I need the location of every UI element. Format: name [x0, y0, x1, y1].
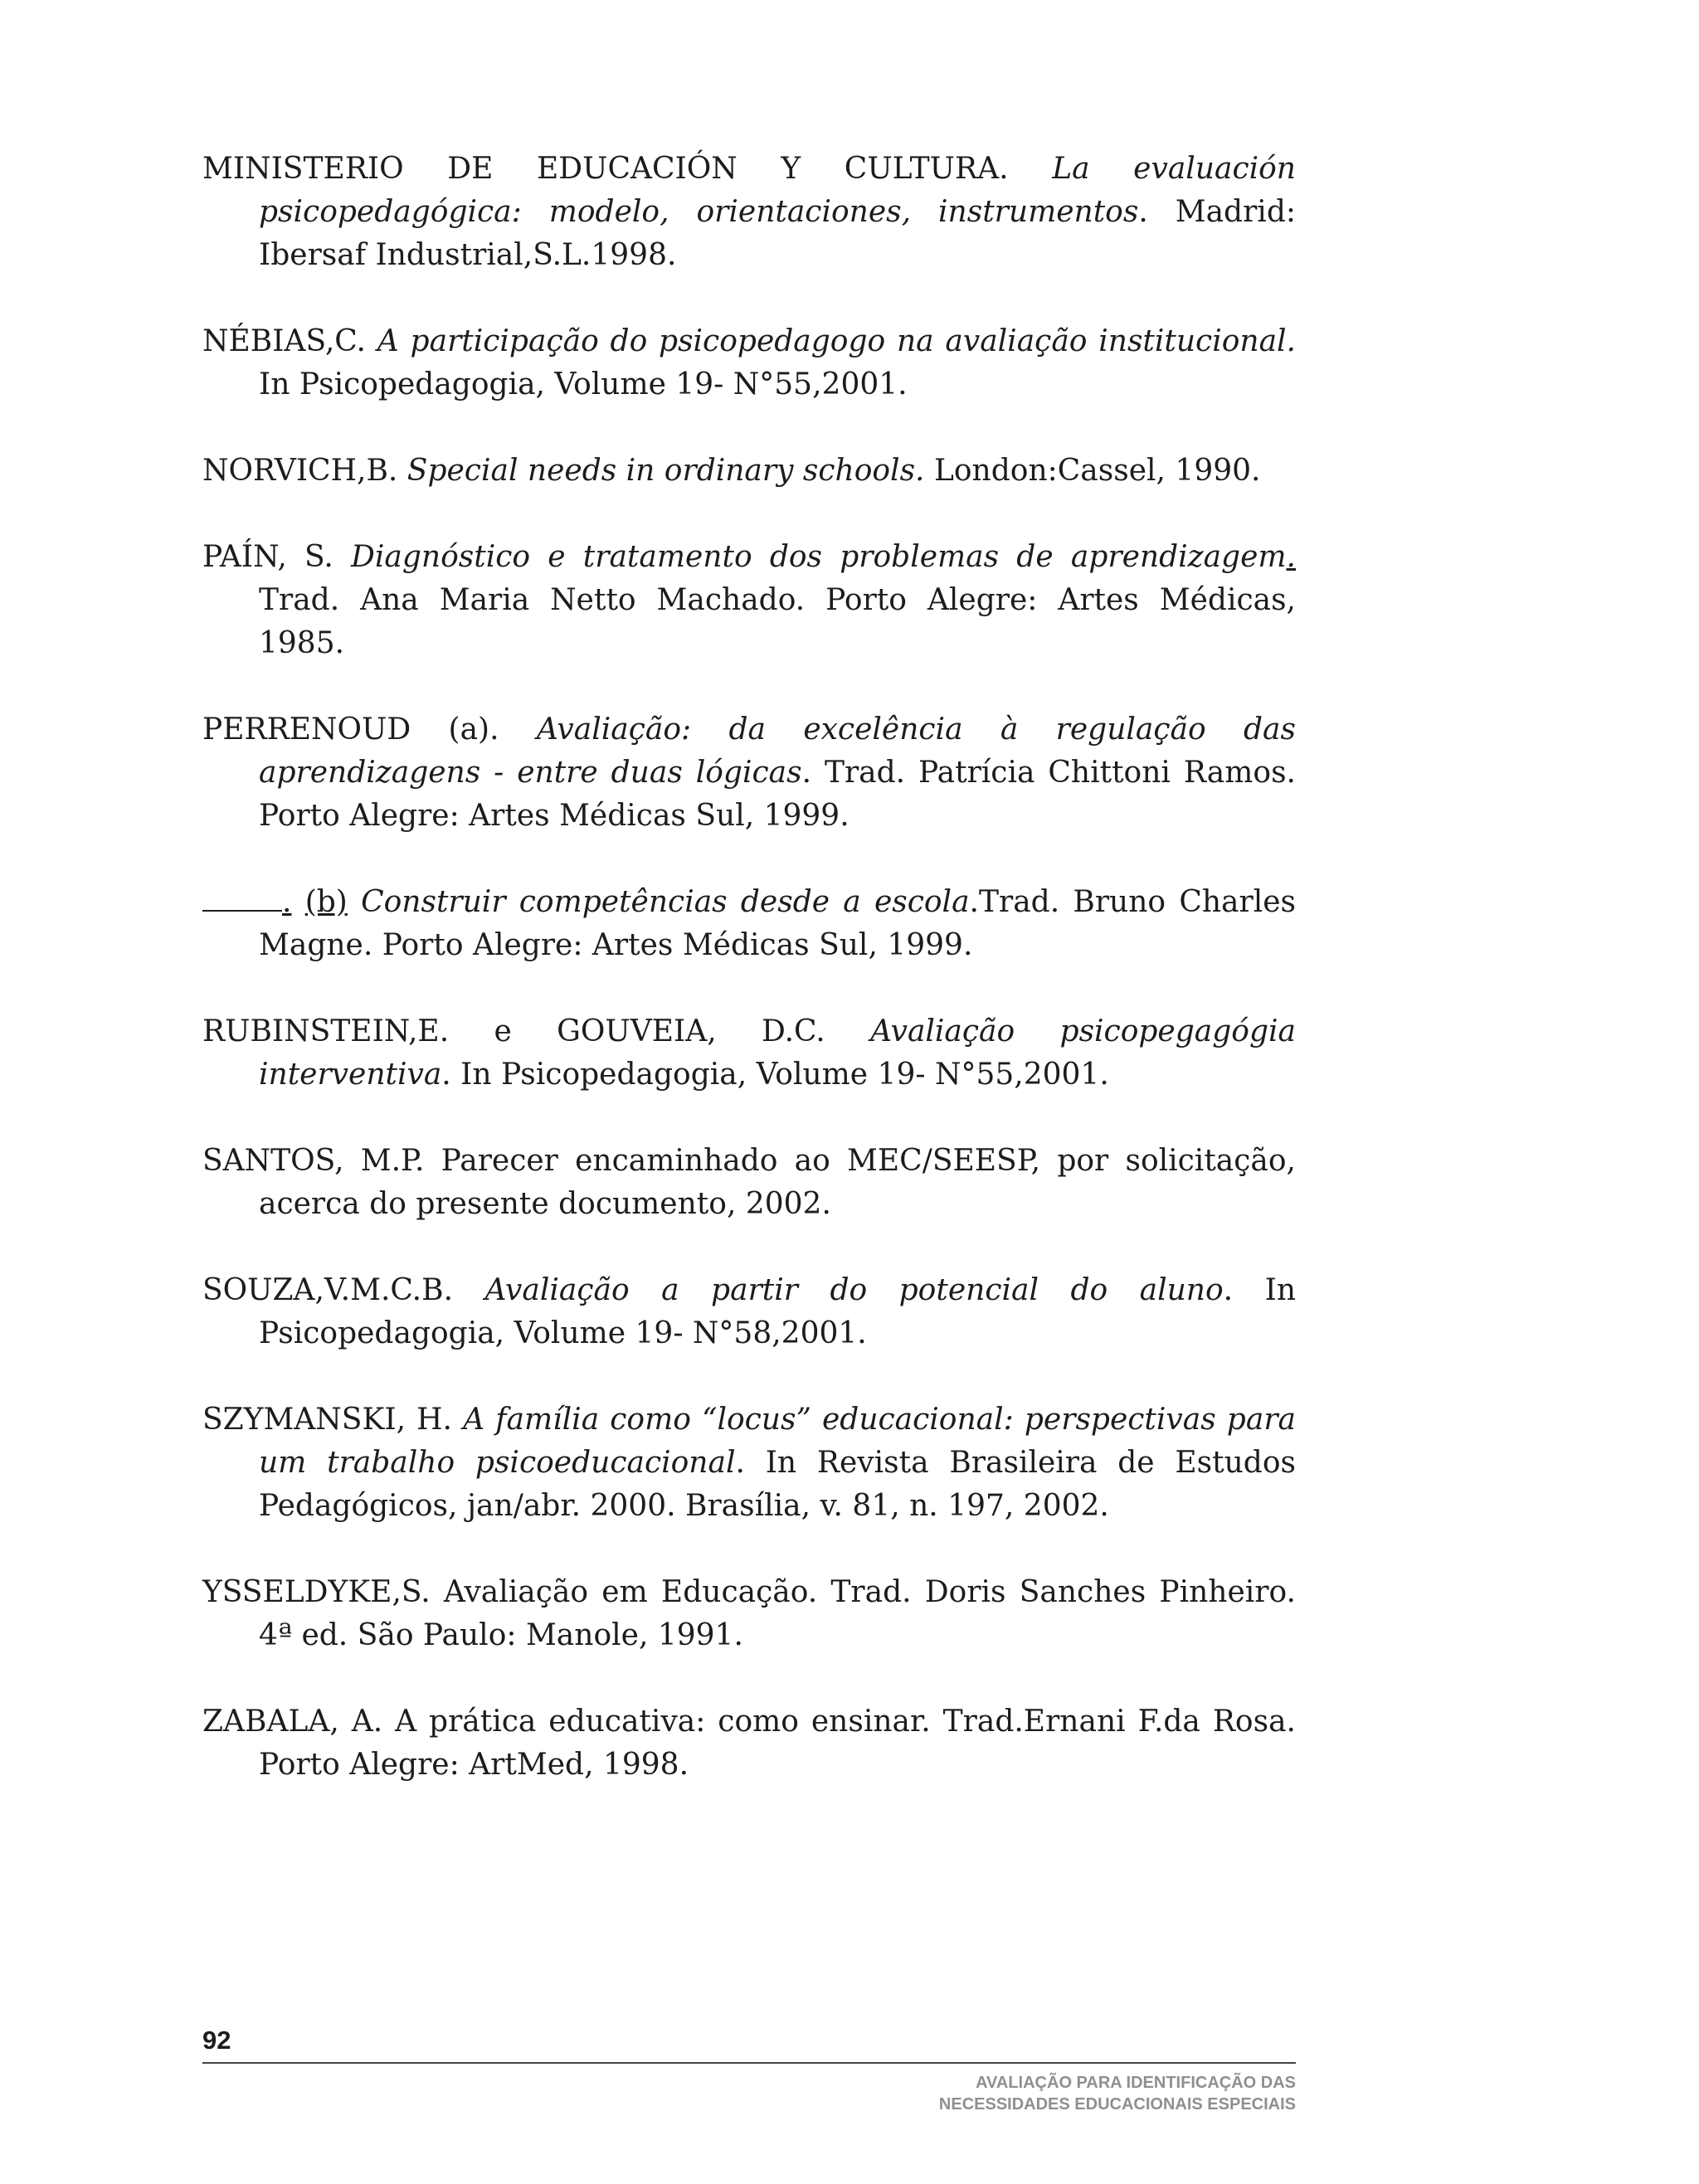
reference-marker: (b): [304, 885, 348, 919]
reference-entry: [202, 1269, 1296, 1355]
reference-entry: [202, 881, 1296, 967]
reference-title: Diagnóstico e tratamento dos problemas de aprendizagem: [351, 540, 1287, 574]
reference-title: Avaliação a partir do potencial do aluno: [484, 1273, 1224, 1307]
reference-author: PAÍN, S.: [202, 540, 333, 574]
reference-entry: [202, 1398, 1296, 1528]
reference-entry: [202, 708, 1296, 838]
reference-details: . In Revista Brasileira de Estudos Pedagógicos, jan/abr. 2000. Brasília, v. 81, n. 197, 2002.: [259, 1446, 1296, 1523]
reference-details: . In Psicopedagogia, Volume 19- N°58,2001.: [259, 1273, 1296, 1350]
running-title-line: NECESSIDADES EDUCACIONAIS ESPECIAIS: [938, 2095, 1296, 2113]
reference-lead: .: [282, 885, 292, 919]
running-title: [202, 2072, 1296, 2115]
reference-author: NÉBIAS,C.: [202, 324, 366, 358]
reference-title: Special needs in ordinary schools.: [406, 454, 925, 488]
reference-title-end: .: [1286, 540, 1296, 574]
author-repeat-rule: [202, 885, 282, 912]
reference-text: YSSELDYKE,S. Avaliação em Educação. Trad. Doris Sanches Pinheiro. 4ª ed. São Paulo: Manole, 1991.: [202, 1575, 1296, 1652]
running-title-line: AVALIAÇÃO PARA IDENTIFICAÇÃO DAS: [976, 2074, 1296, 2092]
reference-title: A participação do psicopedagogo na avaliação institucional.: [377, 324, 1297, 358]
reference-title: Avaliação: da excelência à regulação das aprendizagens - entre duas lógicas: [259, 713, 1296, 790]
reference-details: . In Psicopedagogia, Volume 19- N°55,2001.: [441, 1058, 1109, 1092]
reference-entry: [202, 450, 1296, 493]
reference-title: La evaluación psicopedagógica: modelo, orientaciones, instrumentos: [259, 152, 1296, 229]
reference-details: . Trad. Patrícia Chittoni Ramos. Porto Alegre: Artes Médicas Sul, 1999.: [259, 756, 1296, 833]
reference-title: A família como “locus” educacional: perspectivas para um trabalho psicoeducacional: [259, 1403, 1296, 1480]
reference-author: MINISTERIO DE EDUCACIÓN Y CULTURA.: [202, 152, 1009, 186]
reference-author: RUBINSTEIN,E. e GOUVEIA, D.C.: [202, 1014, 825, 1048]
reference-entry: [202, 148, 1296, 277]
reference-text: ZABALA, A. A prática educativa: como ensinar. Trad.Ernani F.da Rosa. Porto Alegre: ArtMed, 1998.: [202, 1705, 1296, 1782]
reference-entry: [202, 1700, 1296, 1787]
reference-entry: [202, 1010, 1296, 1097]
page-footer: [202, 2024, 1296, 2115]
reference-details: Trad. Ana Maria Netto Machado. Porto Alegre: Artes Médicas, 1985.: [259, 583, 1296, 660]
reference-author: NORVICH,B.: [202, 454, 398, 488]
reference-title: Construir competências desde a escola: [361, 885, 970, 919]
footer-divider: [202, 2062, 1296, 2064]
reference-entry: [202, 1140, 1296, 1226]
page-number: 92: [202, 2026, 231, 2055]
reference-entry: [202, 536, 1296, 665]
reference-author: SZYMANSKI, H.: [202, 1403, 452, 1437]
reference-text: SANTOS, M.P. Parecer encaminhado ao MEC/SEESP, por solicitação, acerca do presente documento, 2002.: [202, 1144, 1296, 1221]
reference-list: [202, 148, 1296, 1830]
reference-title: Avaliação psicopegagógia interventiva: [259, 1014, 1296, 1092]
reference-author: SOUZA,V.M.C.B.: [202, 1273, 454, 1307]
reference-entry: [202, 1571, 1296, 1657]
reference-details: London:Cassel, 1990.: [933, 454, 1261, 488]
reference-details: .Trad. Bruno Charles Magne. Porto Alegre: Artes Médicas Sul, 1999.: [259, 885, 1297, 962]
reference-details: In Psicopedagogia, Volume 19- N°55,2001.: [259, 367, 908, 401]
reference-author: PERRENOUD (a).: [202, 713, 499, 747]
reference-details: . Madrid: Ibersaf Industrial,S.L.1998.: [259, 195, 1296, 272]
reference-entry: [202, 320, 1296, 406]
